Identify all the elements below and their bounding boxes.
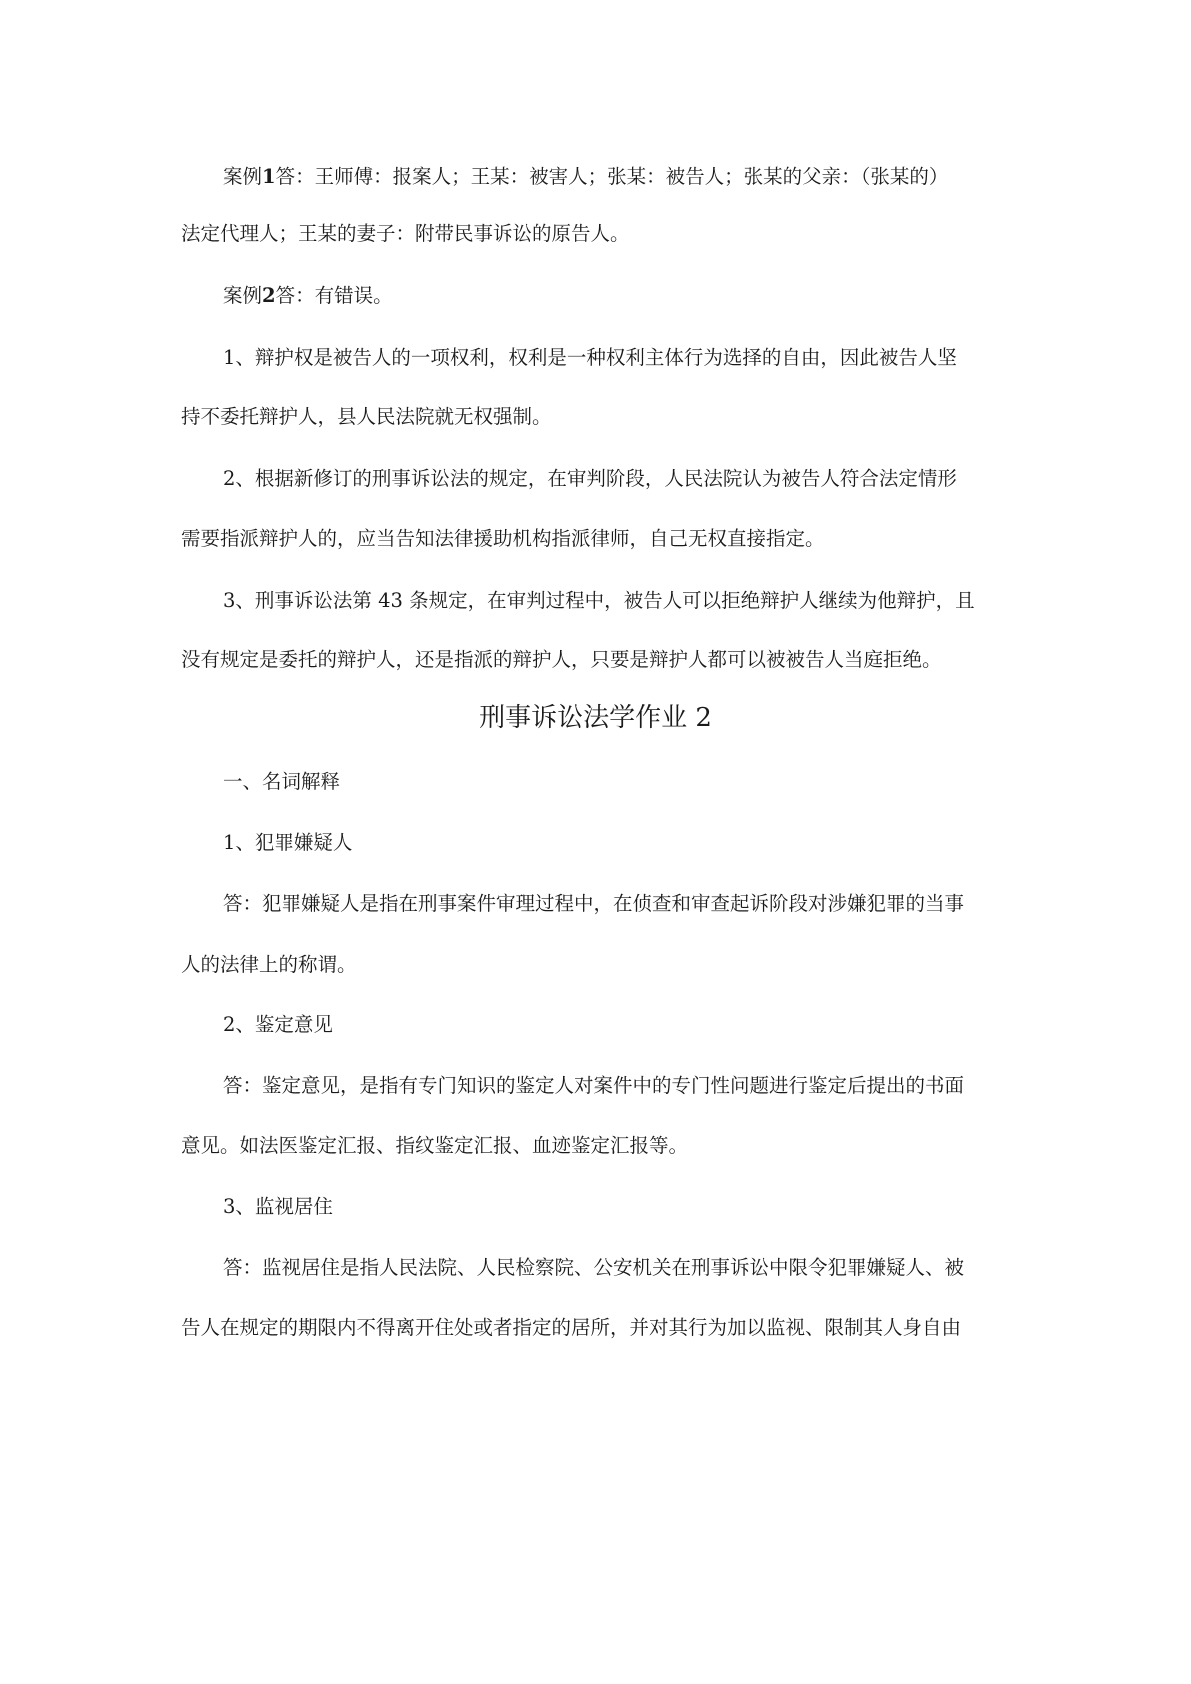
term3-line1: 答：监视居住是指人民法院、人民检察院、公安机关在刑事诉讼中限令犯罪嫌疑人、被 [223, 1256, 965, 1279]
term1-heading: 1、犯罪嫌疑人 [223, 831, 353, 854]
case1-line1 [223, 164, 1011, 190]
case1-label-num: 1 [262, 165, 276, 188]
section-heading: 一、名词解释 [223, 770, 341, 793]
term3-line2: 告人在规定的期限内不得离开住处或者指定的居所，并对其行为加以监视、限制其人身自由 [181, 1316, 962, 1339]
term1-line1: 答：犯罪嫌疑人是指在刑事案件审理过程中，在侦查和审查起诉阶段对涉嫌犯罪的当事 [223, 892, 965, 915]
term3-heading: 3、监视居住 [223, 1195, 333, 1218]
point3-line1: 3、刑事诉讼法第 43 条规定，在审判过程中，被告人可以拒绝辩护人继续为他辩护，且 [223, 589, 975, 612]
case2-label-num: 2 [262, 284, 276, 307]
term2-line1: 答：鉴定意见，是指有专门知识的鉴定人对案件中的专门性问题进行鉴定后提出的书面 [223, 1074, 965, 1097]
case2-line [223, 283, 1011, 309]
point1-line1: 1、辩护权是被告人的一项权利，权利是一种权利主体行为选择的自由，因此被告人坚 [223, 346, 957, 369]
term2-heading: 2、鉴定意见 [223, 1013, 333, 1036]
point3-line2: 没有规定是委托的辩护人，还是指派的辩护人，只要是辩护人都可以被被告人当庭拒绝。 [181, 648, 942, 671]
case1-label-prefix: 案例 [223, 165, 263, 188]
case1-answer: 答：王师傅：报案人；王某：被害人；张某：被告人；张某的父亲：（张某的） [275, 165, 949, 188]
term1-line2: 人的法律上的称谓。 [181, 953, 357, 976]
point2-line2: 需要指派辩护人的，应当告知法律援助机构指派律师，自己无权直接指定。 [181, 527, 825, 550]
case1-line2: 法定代理人；王某的妻子：附带民事诉讼的原告人。 [181, 222, 630, 245]
case2-label-prefix: 案例 [223, 284, 263, 307]
point2-line1: 2、根据新修订的刑事诉讼法的规定，在审判阶段，人民法院认为被告人符合法定情形 [223, 467, 957, 490]
term2-line2: 意见。如法医鉴定汇报、指纹鉴定汇报、血迹鉴定汇报等。 [181, 1134, 689, 1157]
point1-line2: 持不委托辩护人，县人民法院就无权强制。 [181, 405, 552, 428]
case2-answer: 答：有错误。 [275, 284, 393, 307]
document-title: 刑事诉讼法学作业 2 [479, 703, 712, 733]
